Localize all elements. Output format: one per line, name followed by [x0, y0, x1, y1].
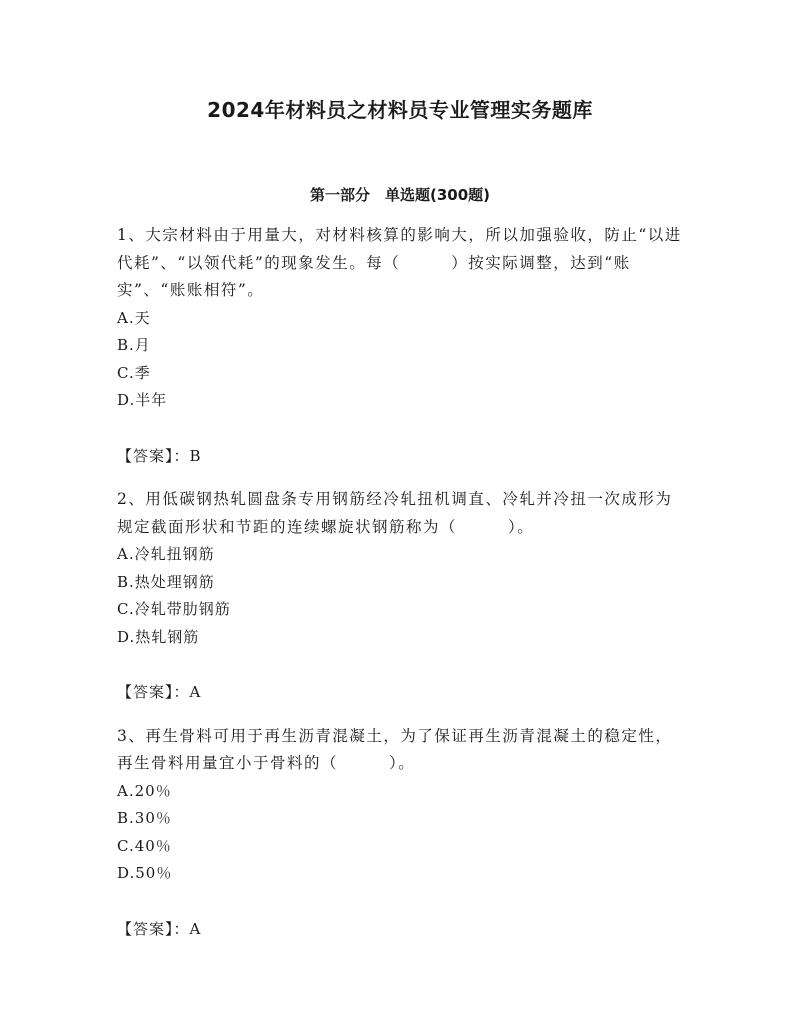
- option-d: D.50％: [117, 864, 173, 882]
- option-a: A.冷轧扭钢筋: [117, 545, 215, 563]
- option-b: B.30％: [117, 809, 172, 827]
- option-c: C.冷轧带肋钢筋: [117, 600, 231, 618]
- question-2: [117, 486, 687, 707]
- option-c: C.40％: [117, 836, 172, 855]
- page-title: 2024年材料员之材料员专业管理实务题库: [207, 98, 593, 122]
- option-b: B.热处理钢筋: [117, 572, 215, 591]
- question-list: [117, 222, 687, 959]
- question-1: [117, 222, 687, 470]
- question-stem: 1、大宗材料由于用量大，对材料核算的影响大，所以加强验收，防止“以进代耗”、“以领代耗”的现象发生。每（ ）按实际调整，达到“账实”、“账账相符”。: [117, 226, 682, 299]
- question-stem: 3、再生骨料可用于再生沥青混凝土，为了保证再生沥青混凝土的稳定性，再生骨料用量宜小于骨料的（ ）。: [117, 726, 673, 772]
- answer-label: 【答案】：: [117, 919, 190, 938]
- option-a: A.20％: [117, 781, 172, 800]
- answer-label: 【答案】：: [117, 446, 190, 465]
- option-d: D.热轧钢筋: [117, 627, 200, 646]
- answer-value: B: [189, 446, 202, 465]
- answer-label: 【答案】：: [117, 683, 190, 701]
- option-c: C.季: [117, 363, 151, 382]
- question-stem: 2、用低碳钢热轧圆盘条专用钢筋经冷轧扭机调直、冷轧并冷扭一次成形为规定截面形状和节距的连续螺旋状钢筋称为（ ）。: [117, 490, 673, 536]
- section-title: 第一部分 单选题(300题): [309, 186, 491, 204]
- answer-line: [117, 679, 687, 707]
- answer-line: [117, 443, 687, 471]
- question-3: [117, 723, 687, 944]
- answer-value: A: [189, 683, 202, 701]
- answer-value: A: [189, 919, 202, 938]
- answer-line: [117, 916, 687, 944]
- option-a: A.天: [117, 308, 151, 327]
- option-d: D.半年: [117, 391, 168, 409]
- option-b: B.月: [117, 336, 151, 354]
